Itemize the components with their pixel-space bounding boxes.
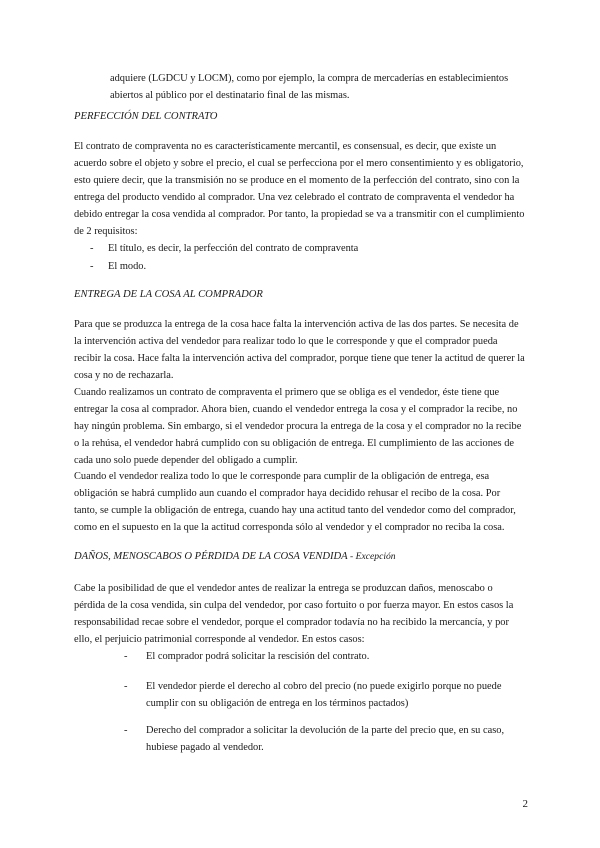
list-item: - El comprador podrá solicitar la rescisión del contrato.	[124, 648, 524, 678]
dash-bullet: -	[90, 243, 94, 254]
entrega-paragraph-2: Cuando realizamos un contrato de compraventa el primero que se obliga es el vendedor, éste tiene que entregar la cosa al comprador. Ahora bien, cuando el vendedor entrega la cosa y el comprador la recibe, no hay ningún problema. Sin embargo, si el vendedor procura la entrega de la cosa y el comprador no la recibe o la rehúsa, el vendedor habrá cumplido con su obligación de entrega. El cumplimiento de las acciones de cada uno solo puede depender del obligado a cumplir.	[74, 387, 522, 466]
dash-bullet: -	[124, 651, 128, 662]
section-perfeccion-paragraph: El contrato de compraventa no es característicamente mercantil, es consensual, es decir, que existe un acuerdo sobre el objeto y sobre el precio, el cual se perfecciona por el mero consentimiento y es obligatorio, esto quiere decir, que la transmisión no se produce en el momento de la perfección del contrato, sino con la entrega del producto vendido al comprador. Una vez celebrado el contrato de compraventa el vendedor ha debido entregar la cosa vendida al comprador. Por tanto, la propiedad se va a transmitir con el cumplimiento de 2 requisitos:	[74, 141, 525, 237]
section-heading-danos: DAÑOS, MENOSCABOS O PÉRDIDA DE LA COSA VENDIDA - Excepción	[74, 551, 396, 562]
danos-paragraph: Cabe la posibilidad de que el vendedor antes de realizar la entrega se produzcan daños, menoscabo o pérdida de la cosa vendida, sin culpa del vendedor, por caso fortuito o por fuerza mayor. En estos casos la responsabilidad recae sobre el vendedor, porque el comprador todavía no ha recibido la mercancía, y por ello, el perjuicio patrimonial corresponde al vendedor. En estos casos:	[74, 583, 514, 645]
section-heading-perfeccion: PERFECCIÓN DEL CONTRATO	[74, 111, 218, 122]
list-item: - El modo.	[90, 258, 520, 276]
entrega-paragraph-3: Cuando el vendedor realiza todo lo que le corresponde para cumplir de la obligación de entrega, esa obligación se habrá cumplido aun cuando el comprador haya decidido rehusar el recibo de la cosa. Por tanto, se cumple la obligación de entrega, cuando hay una actitud tanto del vendedor como del comprador, como en el supuesto en la que la actitud corresponda sólo al vendedor y el comprador no reciba la cosa.	[74, 471, 516, 533]
requirements-list	[90, 240, 520, 276]
list-item: - El vendedor pierde el derecho al cobro del precio (no puede exigirlo porque no puede cumplir con su obligación de entrega en los términos pactados)	[124, 678, 524, 722]
dash-bullet: -	[124, 725, 128, 736]
list-item: - Derecho del comprador a solicitar la devolución de la parte del precio que, en su caso, hubiese pagado al vendedor.	[124, 722, 524, 756]
entrega-paragraph-1: Para que se produzca la entrega de la cosa hace falta la intervención activa de las dos partes. Se necesita de la intervención activa del vendedor para realizar todo lo que le corresponde y que el comprador pueda recibir la cosa. Hace falta la intervención activa del comprador, porque tiene que tener la actitud de querer la cosa y no de rechazarla.	[74, 319, 525, 381]
dash-bullet: -	[124, 681, 128, 692]
dash-bullet: -	[90, 261, 94, 272]
intro-continuation: adquiere (LGDCU y LOCM), como por ejemplo, la compra de mercaderías en establecimientos abiertos al público por el destinatario final de las mismas.	[110, 73, 509, 101]
page-number: 2	[522, 798, 528, 810]
consequences-list	[124, 648, 524, 756]
section-heading-entrega: ENTREGA DE LA COSA AL COMPRADOR	[74, 289, 263, 300]
list-item: - El título, es decir, la perfección del contrato de compraventa	[90, 240, 520, 258]
